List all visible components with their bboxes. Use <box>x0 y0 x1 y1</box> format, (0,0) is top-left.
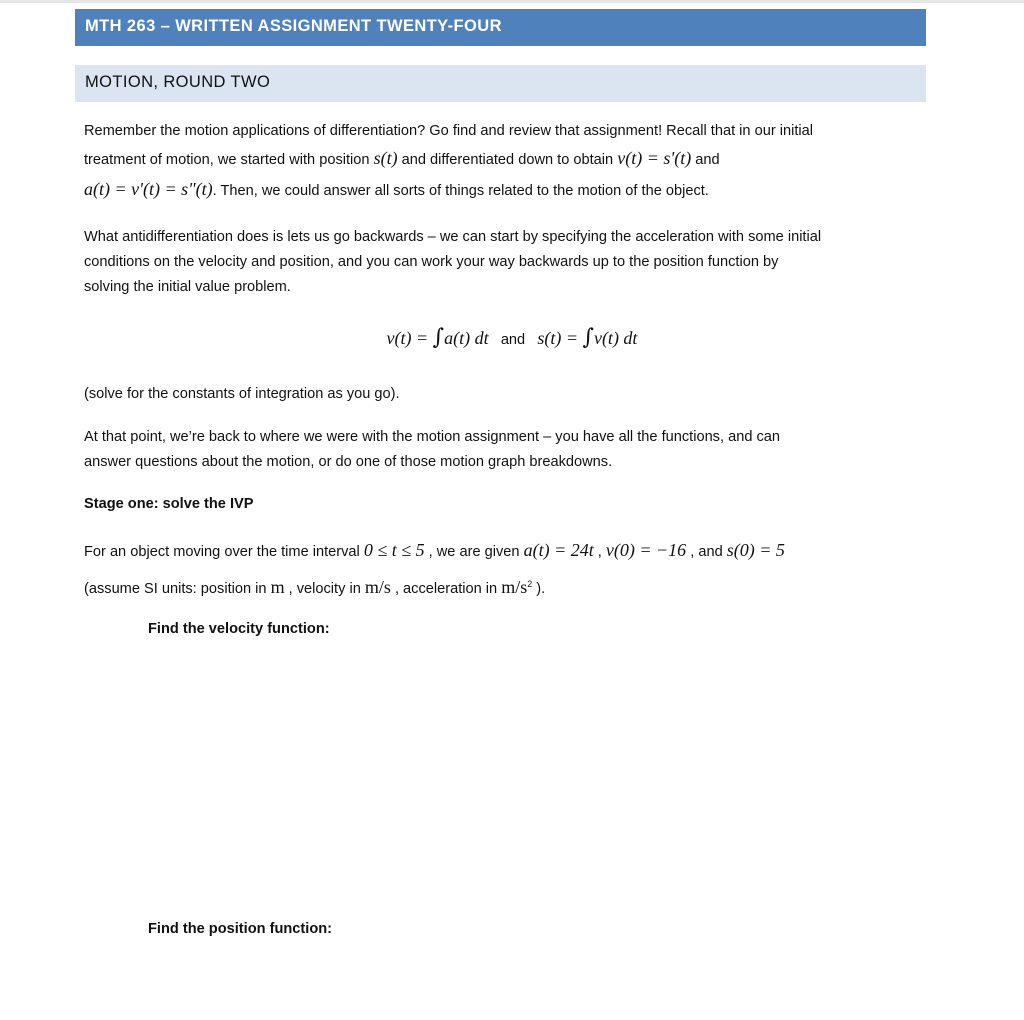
back-line-1 <box>84 425 924 450</box>
back-line-2 <box>84 450 924 475</box>
problem-sep-2: , and <box>686 544 727 560</box>
back-text-2: answer questions about the motion, or do one of those motion graph breakdowns. <box>84 454 613 470</box>
formula-and: and <box>500 332 526 348</box>
integral-sign: ∫ <box>582 325 594 350</box>
unit-velocity: m/s <box>364 576 391 597</box>
constants-note-text: (solve for the constants of integration as you go). <box>84 386 400 402</box>
antideriv-line-1 <box>84 225 924 250</box>
stage-heading-text: Stage one: solve the IVP <box>84 496 254 512</box>
problem-line-2 <box>84 572 924 602</box>
intro-text-2a: treatment of motion, we started with position <box>84 152 374 168</box>
intro-text-2c: and <box>691 152 720 168</box>
problem-text-2d: ). <box>532 580 546 597</box>
intro-text-2b: and differentiated down to obtain <box>397 152 618 168</box>
problem-text-2b: , velocity in <box>284 580 365 597</box>
initial-position: s(0) = 5 <box>726 540 785 560</box>
velocity-prompt <box>148 617 988 642</box>
problem-text-1a: For an object moving over the time interval <box>84 544 364 560</box>
unit-meters: m <box>270 576 285 597</box>
antideriv-line-2 <box>84 250 924 275</box>
position-lhs: s(t) = <box>537 328 583 348</box>
velocity-integrand: a(t) dt <box>444 328 489 348</box>
time-interval: 0 ≤ t ≤ 5 <box>363 540 425 560</box>
given-acceleration: a(t) = 24t <box>523 540 594 560</box>
problem-text-1b: , we are given <box>424 544 524 560</box>
acceleration-expression: a(t) = v'(t) = s"(t) <box>84 179 213 199</box>
integral-sign: ∫ <box>432 325 445 350</box>
antideriv-text-3: solving the initial value problem. <box>84 279 291 295</box>
position-integrand: v(t) dt <box>593 328 638 348</box>
page-title: MTH 263 – WRITTEN ASSIGNMENT TWENTY-FOUR <box>85 17 502 35</box>
position-expression: s(t) <box>373 148 398 168</box>
antideriv-text-1: What antidifferentiation does is lets us go backwards – we can start by specifying the acceleration with some initial <box>84 229 822 245</box>
problem-text-2a: (assume SI units: position in <box>84 580 271 597</box>
antideriv-line-3 <box>84 275 924 300</box>
intro-text-3b: . Then, we could answer all sorts of things related to the motion of the object. <box>212 183 709 199</box>
problem-line-1 <box>84 538 924 565</box>
intro-text-1: Remember the motion applications of differentiation? Go find and review that assignment! Recall that in our initial <box>84 123 814 139</box>
unit-acceleration: m/s <box>501 576 528 597</box>
problem-text-2c: , acceleration in <box>390 580 502 597</box>
stage-heading <box>84 492 924 517</box>
unit-exponent: 2 <box>527 579 533 589</box>
back-text-1: At that point, we’re back to where we were with the motion assignment – you have all the functions, and can <box>84 429 781 445</box>
problem-sep-1: , <box>593 544 606 560</box>
velocity-prompt-text: Find the velocity function: <box>148 621 330 637</box>
section-title: MOTION, ROUND TWO <box>85 73 271 91</box>
initial-velocity: v(0) = −16 <box>605 540 687 560</box>
position-prompt <box>148 917 988 942</box>
intro-line-3 <box>84 177 924 204</box>
title-banner <box>75 9 926 46</box>
intro-line-2 <box>84 146 924 173</box>
position-prompt-text: Find the position function: <box>148 921 333 937</box>
constants-note <box>84 382 924 407</box>
velocity-expression: v(t) = s'(t) <box>617 148 692 168</box>
section-banner <box>75 65 926 102</box>
velocity-lhs: v(t) = <box>386 328 433 348</box>
intro-line-1 <box>84 119 924 144</box>
antideriv-text-2: conditions on the velocity and position, and you can work your way backwards up to the position function by <box>84 254 779 270</box>
page-top-border <box>0 0 1024 3</box>
integral-formula <box>0 325 1024 350</box>
